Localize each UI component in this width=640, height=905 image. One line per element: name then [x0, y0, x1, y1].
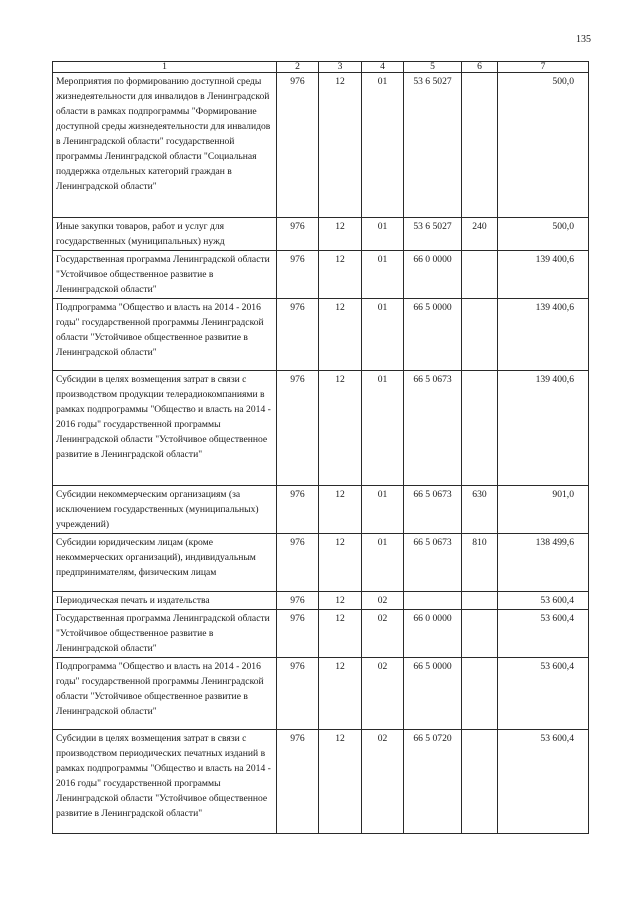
table-row — [53, 218, 589, 251]
row-name: Подпрограмма "Общество и власть на 2014 - 2016 годы" государственной программы Ленинградской области "Устойчивое общественное развитие в Ленинградской области" — [53, 658, 277, 730]
cell-code-3: 12 — [319, 658, 362, 730]
column-header: 2 — [277, 62, 319, 73]
row-name: Периодическая печать и издательства — [53, 592, 277, 610]
cell-code-2: 976 — [277, 658, 319, 730]
cell-amount: 53 600,4 — [498, 610, 589, 658]
cell-code-6 — [462, 299, 498, 371]
table-row — [53, 534, 589, 592]
cell-code-6 — [462, 73, 498, 218]
cell-code-5: 66 0 0000 — [404, 251, 462, 299]
cell-code-2: 976 — [277, 73, 319, 218]
cell-code-5: 66 5 0673 — [404, 486, 462, 534]
cell-code-3: 12 — [319, 218, 362, 251]
cell-code-2: 976 — [277, 218, 319, 251]
cell-code-6 — [462, 371, 498, 486]
row-name: Субсидии в целях возмещения затрат в связи с производством периодических печатных изданий в рамках подпрограммы "Общество и власть на 2014 - 2016 годы" государственной программы Ленинградской области "Устойчивое общественное развитие в Ленинградской области" — [53, 730, 277, 834]
column-header: 3 — [319, 62, 362, 73]
cell-code-4: 02 — [362, 610, 404, 658]
cell-code-3: 12 — [319, 592, 362, 610]
cell-amount: 53 600,4 — [498, 658, 589, 730]
cell-code-4: 01 — [362, 251, 404, 299]
cell-code-4: 02 — [362, 730, 404, 834]
cell-code-3: 12 — [319, 610, 362, 658]
cell-amount: 500,0 — [498, 218, 589, 251]
cell-amount: 901,0 — [498, 486, 589, 534]
cell-code-4: 01 — [362, 371, 404, 486]
budget-table — [52, 61, 589, 834]
cell-code-5: 66 5 0673 — [404, 534, 462, 592]
cell-code-3: 12 — [319, 371, 362, 486]
cell-code-2: 976 — [277, 371, 319, 486]
cell-code-5: 53 6 5027 — [404, 73, 462, 218]
cell-code-4: 02 — [362, 592, 404, 610]
cell-code-2: 976 — [277, 592, 319, 610]
cell-code-6 — [462, 658, 498, 730]
cell-code-2: 976 — [277, 610, 319, 658]
cell-amount: 500,0 — [498, 73, 589, 218]
row-name: Субсидии некоммерческим организациям (за исключением государственных (муниципальных) учреждений) — [53, 486, 277, 534]
cell-code-3: 12 — [319, 73, 362, 218]
column-header: 6 — [462, 62, 498, 73]
cell-amount: 139 400,6 — [498, 371, 589, 486]
cell-code-4: 02 — [362, 658, 404, 730]
cell-code-6 — [462, 730, 498, 834]
cell-amount: 53 600,4 — [498, 730, 589, 834]
cell-amount: 139 400,6 — [498, 299, 589, 371]
table-row — [53, 730, 589, 834]
cell-code-5: 66 5 0000 — [404, 658, 462, 730]
table-row — [53, 251, 589, 299]
cell-code-5: 53 6 5027 — [404, 218, 462, 251]
row-name: Государственная программа Ленинградской области "Устойчивое общественное развитие в Ленинградской области" — [53, 610, 277, 658]
row-name: Мероприятия по формированию доступной среды жизнедеятельности для инвалидов в Ленинградской области в рамках подпрограммы "Формирование доступной среды жизнедеятельности для инвалидов в Ленинградской области" государственной программы Ленинградской области "Социальная поддержка отдельных категорий граждан в Ленинградской области" — [53, 73, 277, 218]
cell-code-6 — [462, 610, 498, 658]
row-name: Субсидии юридическим лицам (кроме некоммерческих организаций), индивидуальным предпринимателям, физическим лицам — [53, 534, 277, 592]
cell-amount: 139 400,6 — [498, 251, 589, 299]
cell-code-5: 66 5 0720 — [404, 730, 462, 834]
row-name: Субсидии в целях возмещения затрат в связи с производством продукции телерадиокомпаниями в рамках подпрограммы "Общество и власть на 2014 - 2016 годы" государственной программы Ленинградской области "Устойчивое общественное развитие в Ленинградской области" — [53, 371, 277, 486]
cell-code-6 — [462, 251, 498, 299]
table-row — [53, 658, 589, 730]
cell-code-3: 12 — [319, 299, 362, 371]
cell-amount: 53 600,4 — [498, 592, 589, 610]
table-row — [53, 73, 589, 218]
column-header: 7 — [498, 62, 589, 73]
cell-code-3: 12 — [319, 251, 362, 299]
cell-code-4: 01 — [362, 218, 404, 251]
cell-code-6: 630 — [462, 486, 498, 534]
cell-code-2: 976 — [277, 251, 319, 299]
cell-code-6: 810 — [462, 534, 498, 592]
cell-amount: 138 499,6 — [498, 534, 589, 592]
row-name: Подпрограмма "Общество и власть на 2014 - 2016 годы" государственной программы Ленинградской области "Устойчивое общественное развитие в Ленинградской области" — [53, 299, 277, 371]
page-number: 135 — [576, 34, 591, 45]
cell-code-5 — [404, 592, 462, 610]
table-row — [53, 299, 589, 371]
cell-code-6 — [462, 592, 498, 610]
column-header: 1 — [53, 62, 277, 73]
cell-code-2: 976 — [277, 730, 319, 834]
table-row — [53, 486, 589, 534]
cell-code-5: 66 5 0673 — [404, 371, 462, 486]
cell-code-4: 01 — [362, 73, 404, 218]
cell-code-2: 976 — [277, 299, 319, 371]
cell-code-4: 01 — [362, 299, 404, 371]
table-row — [53, 371, 589, 486]
cell-code-4: 01 — [362, 486, 404, 534]
row-name: Иные закупки товаров, работ и услуг для государственных (муниципальных) нужд — [53, 218, 277, 251]
cell-code-4: 01 — [362, 534, 404, 592]
table-header-row — [53, 62, 589, 73]
cell-code-6: 240 — [462, 218, 498, 251]
cell-code-3: 12 — [319, 486, 362, 534]
cell-code-5: 66 5 0000 — [404, 299, 462, 371]
column-header: 4 — [362, 62, 404, 73]
cell-code-3: 12 — [319, 730, 362, 834]
row-name: Государственная программа Ленинградской области "Устойчивое общественное развитие в Ленинградской области" — [53, 251, 277, 299]
column-header: 5 — [404, 62, 462, 73]
cell-code-3: 12 — [319, 534, 362, 592]
cell-code-5: 66 0 0000 — [404, 610, 462, 658]
table-row — [53, 592, 589, 610]
table-row — [53, 610, 589, 658]
cell-code-2: 976 — [277, 486, 319, 534]
cell-code-2: 976 — [277, 534, 319, 592]
